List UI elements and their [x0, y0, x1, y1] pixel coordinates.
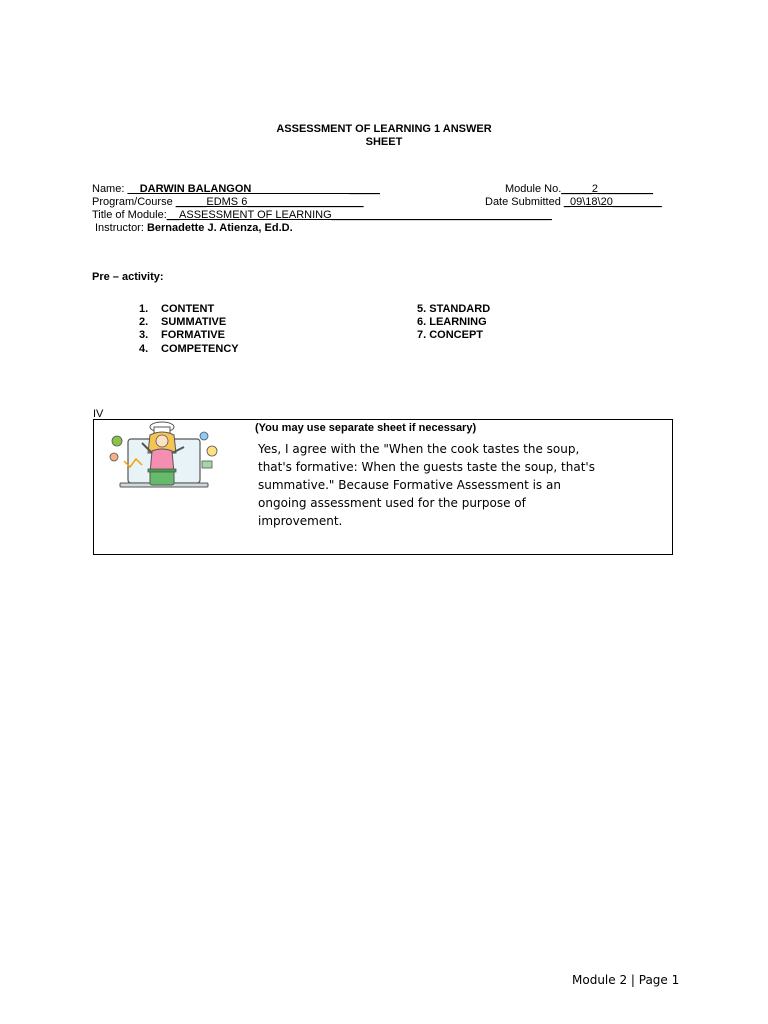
section-iv-label: IV	[93, 408, 104, 420]
answer-line: Yes, I agree with the "When the cook tastes the soup,	[258, 442, 580, 456]
module-title-row	[92, 209, 552, 222]
answer-line: summative." Because Formative Assessment is an	[258, 478, 561, 492]
date-label: Date Submitted	[485, 196, 564, 208]
answer-text	[258, 440, 598, 530]
list-item: 2. SUMMATIVE	[139, 316, 227, 328]
chef-cooking-illustration-icon	[104, 421, 222, 491]
instructor-value: Bernadette J. Atienza, Ed.D.	[146, 222, 293, 234]
instructor-label: Instructor:	[95, 222, 147, 234]
title-line-1: ASSESSMENT OF LEARNING 1 ANSWER	[276, 123, 492, 135]
name-label: Name:	[92, 183, 128, 195]
module-title-label: Title of Module:	[92, 209, 167, 221]
instructor-row	[95, 222, 293, 235]
date-value: _09\18\20________	[563, 196, 662, 208]
program-label: Program/Course	[92, 196, 176, 208]
module-value: _____2_________	[561, 183, 654, 195]
page-footer: Module 2 | Page 1	[572, 973, 680, 987]
answer-line: improvement.	[258, 514, 343, 528]
list-item: 3. FORMATIVE	[139, 329, 225, 341]
module-title-value: __ASSESSMENT OF LEARNING____________________________________	[166, 209, 552, 221]
name-row	[92, 183, 380, 196]
list-item: 4. COMPETENCY	[139, 343, 239, 355]
name-value: __DARWIN BALANGON________________	[127, 183, 350, 195]
list-item: 5. STANDARD	[417, 303, 491, 315]
pre-activity-heading: Pre – activity:	[92, 271, 164, 283]
list-item: 6. LEARNING	[417, 316, 487, 328]
module-label: Module No.	[505, 183, 562, 195]
module-row	[505, 183, 653, 196]
answer-line: that's formative: When the guests taste the soup, that's	[258, 460, 595, 474]
list-item: 1. CONTENT	[139, 303, 215, 315]
answer-line: ongoing assessment used for the purpose of	[258, 496, 526, 510]
program-row	[92, 196, 364, 209]
name-trail: _____	[349, 183, 380, 195]
separate-sheet-note: (You may use separate sheet if necessary)	[255, 422, 477, 434]
document-title	[0, 123, 768, 149]
date-row	[485, 196, 662, 209]
title-line-2: SHEET	[365, 136, 403, 148]
program-value: _____EDMS 6___________________	[175, 196, 364, 208]
list-item: 7. CONCEPT	[417, 329, 484, 341]
